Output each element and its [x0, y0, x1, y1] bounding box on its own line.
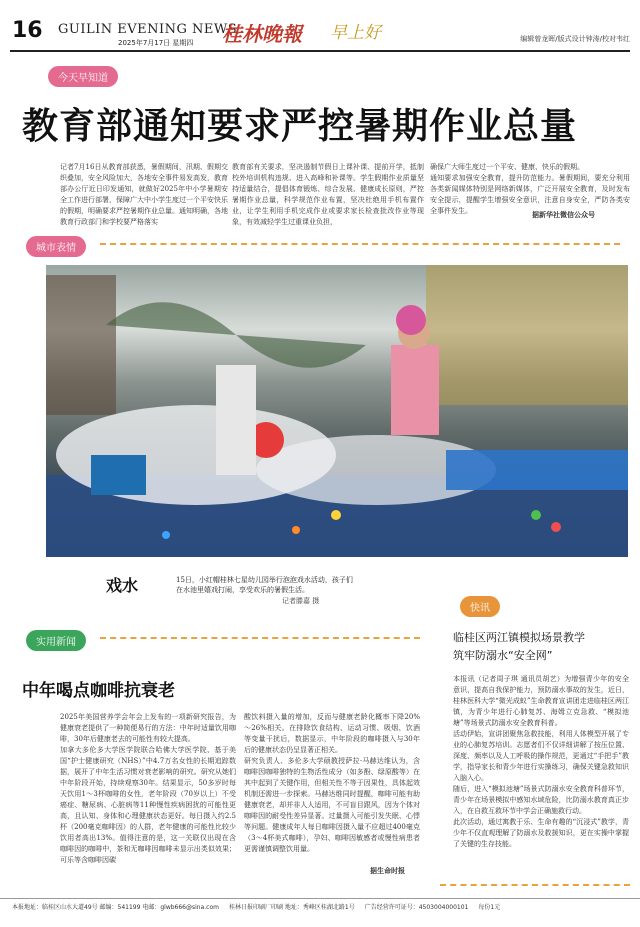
left-article-column-2: 酸饮料摄入量的增加，反而与健康老龄化概率下降20%～26%相关。在排除饮食结构、运动习惯、吸烟、饮酒等变量干扰后，数据显示，中年阶段的咖啡摄入与30年后的健康状态仍呈显著正相关。 研究负责人、多伦多大学硕教授萨拉·马赫达维认为，含咖啡因咖啡独特的生物活性成分（如多酚、绿原酸等）在其中起到了关键作用，但相关性不等于因果性，具体起效机制还需进一步探索。马赫达维同时提醒，咖啡可能有助健康衰老，却并非人人适用，不可盲目跟风，因为个体对咖啡因的耐受性差异显著。过量摄入可能引发失眠、心悸等问题。健康成年人每日咖啡因摄入量不应超过400毫克（3～4杯美式咖啡），孕妇、咖啡因敏感者或慢性病患者更需谨慎调整饮用量。 — [244, 713, 420, 853]
photo-illustration — [46, 265, 628, 557]
right-article-tag: 快讯 — [460, 596, 500, 617]
right-article-title — [453, 629, 585, 665]
issue-date: 2025年7月17日 星期四 — [118, 39, 194, 47]
lead-column-1: 记者7月16日从教育部获悉，暑假期间，汛期、假期交织叠加，安全风险加大，各地安全事件易发高发，教育部办公厅近日印发通知，就做好2025年中小学暑期安全工作进行部署，保障广大中小学生度过一个平安快乐的假期，明确要求严控暑期作业总量。通知明确，各地教育行政部门和学校要严格落实 — [60, 163, 228, 226]
header-rule — [10, 50, 630, 52]
editor-credits: 编辑曾龙晖/版式设计钟涛/校对韦红 — [520, 35, 630, 43]
left-article-column-1: 2025年美国营养学会年会上发布的一项新研究报告，为健康衰老提供了一种简便易行的方法：中年时适量饮用咖啡，30年后健康老去的可能性有较大提高。 加拿大多伦多大学医学院联合哈佛大学医学院、基于美国“护士健康研究（NHS）”中4.7万名女性的长期追踪数据，展开了中年生活习惯对衰老影响的研究。研究从她们中年阶段开始，持续观察30年。结果显示，50多岁时每天饮用1～3杯咖啡的女性，老年阶段（70岁以上）不受癌症、糖尿病、心脏病等11种慢性疾病困扰的可能性更高，且认知、身体和心理健康状态更好。每日摄入约2.5杯（200毫克咖啡因）的人群，老年健康的可能性比较少饮用者高出13%。值得注意的是，这一关联仅出现在含咖啡因的咖啡中，茶和无咖啡因咖啡未显示出类似效果；可乐等含咖啡因碳 — [60, 713, 236, 864]
lead-tag: 今天早知道 — [48, 66, 118, 87]
right-divider — [440, 884, 630, 886]
footer-price: 每份1元 — [478, 904, 501, 911]
left-article-tag: 实用新闻 — [26, 630, 86, 651]
left-divider — [100, 637, 420, 639]
paper-name-en: GUILIN EVENING NEWS — [58, 22, 238, 37]
left-article-title: 中年喝点咖啡抗衰老 — [22, 681, 175, 701]
photo-divider — [100, 243, 620, 245]
photo-caption-title: 戏水 — [106, 576, 139, 595]
lead-column-2: 教育部有关要求，坚决遏制节假日上课补课、提前开学，抵制校外培训机构违规、进入高峰和补课等。学生假期作业质量坚持适量结合，提倡体育锻炼、综合发展、健康成长原则，严控暑期作业总量，科学规范作业布置，坚决杜绝用手机布置作业，让学生利用手机完成作业或要求家长检查批改作业等现象，有效减轻学生过重课业负担， — [232, 163, 424, 226]
lead-column-3: 确保广大师生度过一个平安、健康、快乐的假期。 通知要求加强安全教育，提升防范能力。暑假期间，要充分利用各类新闻媒体特别是网络新媒体，广泛开展安全教育，及时发布安全提示，提醒学生增强安全意识，注意自身安全，严防各类安全事件发生。 — [430, 163, 630, 215]
photo-credit: 记者滕嘉 摄 — [282, 597, 320, 605]
lead-source: 据新华社微信公众号 — [532, 211, 595, 219]
left-article-source: 据生命时报 — [370, 867, 405, 875]
paper-logo: 桂林晚報 — [222, 22, 302, 46]
page-number: 16 — [12, 18, 43, 43]
right-title-line-2: 筑牢防溺水“安全网” — [453, 649, 553, 662]
section-name: 早上好 — [330, 23, 381, 43]
footer-license: 广告经营许可证号：4503004000101 — [364, 904, 469, 911]
photo-caption: 15日，小红帽桂林七星幼儿园举行泡泡戏水活动，孩子们在水池里嬉戏打闹，享受欢乐的暑假生活。 — [176, 576, 353, 594]
right-title-line-1: 临桂区两江镇模拟场景教学 — [453, 631, 585, 644]
footer-printer: 桂林日报印刷厂印刷 地址：秀峰区桂湖北路1号 — [229, 904, 355, 911]
right-article-body: 本报讯（记者周子琪 通讯员胡艺）为增强青少年的安全意识，提高自我保护能力，预防溺水事故的发生，近日，桂林医科大学“微光成蚁”生命教育宣讲团走进临桂区两江镇，为青少年进行心肺复苏、海姆立克急救、“模拟池塘”等场景式防溺水安全教育科普。 活动伊始，宣讲团聚焦急救技能，利用人体模型开展了专业的心肺复苏培训。志愿者们不仅详细讲解了按压位置、深度、频率以及人工呼吸的操作规范，更通过“手把手”教学，指导家长和青少年进行实操练习，确保关键急救知识入脑入心。 随后，进入“模拟池塘”场景式防溺水安全教育科普环节，青少年在场景模拟中感知水域危险，比防溺水教育真正步入，在自救互救环节中学会正确施救行动。 此次活动，通过寓教于乐、生命有趣的“沉浸式”教学，青少年不仅直观理解了防溺水及救援知识，更在实操中掌握了关键的生存技能。 — [453, 675, 629, 848]
photo-children-playing — [46, 265, 628, 557]
footer-address: 本报地址：临桂区山水大道49号 邮编：541199 电邮：glwb666@sina.com — [12, 904, 219, 911]
photo-tag: 城市表情 — [26, 236, 86, 257]
footer — [0, 898, 640, 912]
lead-headline: 教育部通知要求严控暑期作业总量 — [22, 106, 578, 147]
